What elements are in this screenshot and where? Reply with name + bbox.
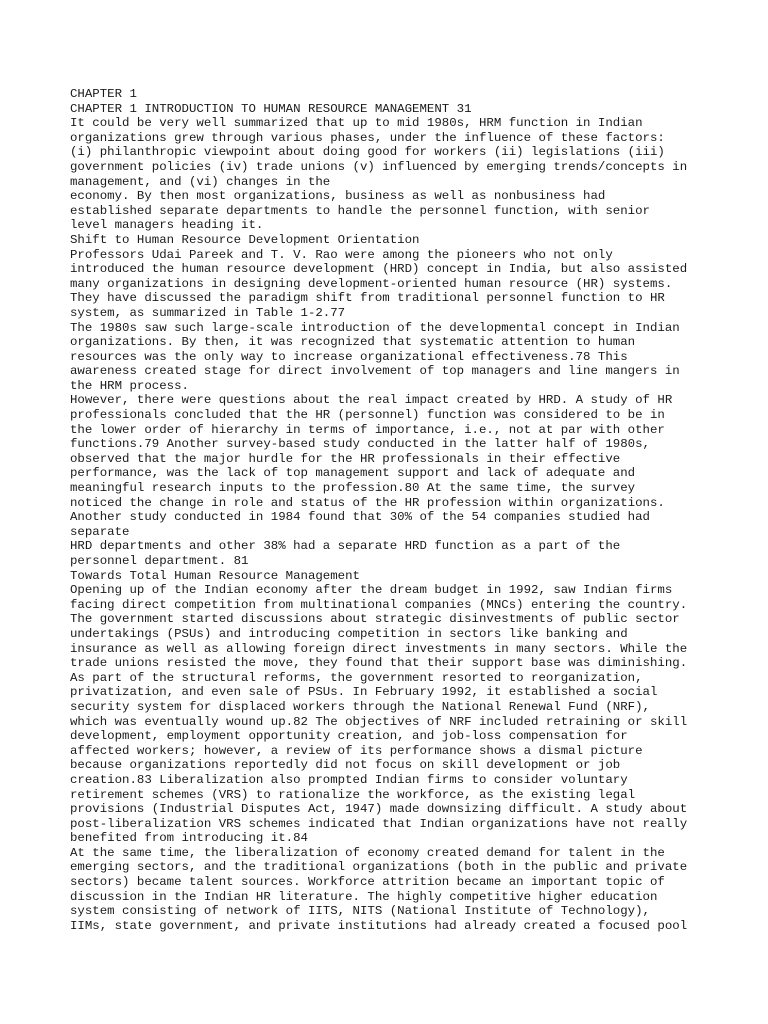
text-line: CHAPTER 1: [70, 87, 137, 101]
text-line: (i) philanthropic viewpoint about doing good for workers (ii) legislations (iii): [70, 145, 665, 160]
text-line: which was eventually wound up.82 The objectives of NRF included retraining or skill: [70, 714, 688, 729]
text-line: noticed the change in role and status of the HR profession within organizations.: [70, 495, 665, 510]
text-line: functions.79 Another survey-based study conducted in the latter half of 1980s,: [70, 437, 650, 452]
text-line: separate: [70, 524, 130, 539]
text-line: introduced the human resource development (HRD) concept in India, but also assisted: [70, 262, 688, 277]
text-line: performance, was the lack of top management support and lack of adequate and: [70, 466, 636, 481]
text-line: facing direct competition from multinational companies (MNCs) entering the country.: [70, 597, 688, 612]
text-line: the HRM process.: [70, 378, 189, 393]
text-line: However, there were questions about the real impact created by HRD. A study of HR: [70, 393, 673, 408]
text-line: Shift to Human Resource Development Orientation: [70, 232, 420, 247]
text-line: system consisting of network of IITS, NITS (National Institute of Technology),: [70, 904, 650, 919]
document-body: [70, 87, 720, 933]
text-line: system, as summarized in Table 1-2.77: [70, 305, 346, 320]
text-line: insurance as well as allowing foreign direct investments in many sectors. While the: [70, 641, 688, 656]
text-line: because organizations reportedly did not focus on skill development or job: [70, 758, 621, 773]
text-line: economy. By then most organizations, business as well as nonbusiness had: [70, 189, 606, 204]
text-line: emerging sectors, and the traditional organizations (both in the public and private: [70, 860, 688, 875]
text-line: many organizations in designing development-oriented human resource (HR) systems.: [70, 276, 673, 291]
text-line: Another study conducted in 1984 found that 30% of the 54 companies studied had: [70, 510, 650, 525]
text-line: meaningful research inputs to the profession.80 At the same time, the survey: [70, 481, 636, 496]
text-line: organizations grew through various phases, under the influence of these factors:: [70, 130, 665, 145]
text-line: provisions (Industrial Disputes Act, 1947) made downsizing difficult. A study about: [70, 802, 688, 817]
text-line: professionals concluded that the HR (personnel) function was considered to be in: [70, 408, 665, 423]
text-line: privatization, and even sale of PSUs. In February 1992, it established a social: [70, 685, 658, 700]
text-line: benefited from introducing it.84: [70, 831, 308, 846]
text-line: post-liberalization VRS schemes indicated that Indian organizations have not really: [70, 816, 688, 831]
text-line: the lower order of hierarchy in terms of importance, i.e., not at par with other: [70, 422, 665, 437]
text-line: trade unions resisted the move, they found that their support base was diminishing.: [70, 656, 688, 671]
text-line: At the same time, the liberalization of economy created demand for talent in the: [70, 845, 665, 860]
text-line: observed that the major hurdle for the HR professionals in their effective: [70, 451, 621, 466]
text-line: management, and (vi) changes in the: [70, 174, 331, 189]
text-line: IIMs, state government, and private institutions had already created a focused pool: [70, 918, 688, 933]
text-line: government policies (iv) trade unions (v) influenced by emerging trends/concepts in: [70, 159, 688, 174]
text-line: Opening up of the Indian economy after the dream budget in 1992, saw Indian firms: [70, 583, 673, 598]
text-line: retirement schemes (VRS) to rationalize the workforce, as the existing legal: [70, 787, 636, 802]
text-line: undertakings (PSUs) and introducing competition in sectors like banking and: [70, 626, 628, 641]
text-line: established separate departments to handle the personnel function, with senior: [70, 203, 650, 218]
text-line: sectors) became talent sources. Workforce attrition became an important topic of: [70, 875, 665, 890]
text-line: They have discussed the paradigm shift from traditional personnel function to HR: [70, 291, 665, 306]
text-line: organizations. By then, it was recognized that systematic attention to human: [70, 335, 636, 350]
text-line: awareness created stage for direct involvement of top managers and line mangers in: [70, 364, 680, 379]
text-line: HRD departments and other 38% had a separate HRD function as a part of the: [70, 539, 621, 554]
text-line: creation.83 Liberalization also prompted Indian firms to consider voluntary: [70, 772, 628, 787]
text-line: It could be very well summarized that up to mid 1980s, HRM function in Indian: [70, 116, 643, 131]
text-line: resources was the only way to increase organizational effectiveness.78 This: [70, 349, 628, 364]
text-line: development, employment opportunity creation, and job-loss compensation for: [70, 729, 628, 744]
text-line: personnel department. 81: [70, 554, 249, 568]
text-line: CHAPTER 1 INTRODUCTION TO HUMAN RESOURCE MANAGEMENT 31: [70, 101, 472, 116]
text-line: level managers heading it.: [70, 218, 264, 233]
text-line: The 1980s saw such large-scale introduction of the developmental concept in Indian: [70, 320, 680, 335]
text-line: Towards Total Human Resource Management: [70, 568, 360, 583]
text-line: Professors Udai Pareek and T. V. Rao were among the pioneers who not only: [70, 247, 613, 262]
text-line: security system for displaced workers through the National Renewal Fund (NRF),: [70, 699, 650, 714]
text-line: As part of the structural reforms, the government resorted to reorganization,: [70, 670, 643, 685]
text-line: The government started discussions about strategic disinvestments of public sector: [70, 612, 680, 627]
text-line: affected workers; however, a review of its performance shows a dismal picture: [70, 743, 643, 758]
text-line: discussion in the Indian HR literature. The highly competitive higher education: [70, 889, 658, 904]
